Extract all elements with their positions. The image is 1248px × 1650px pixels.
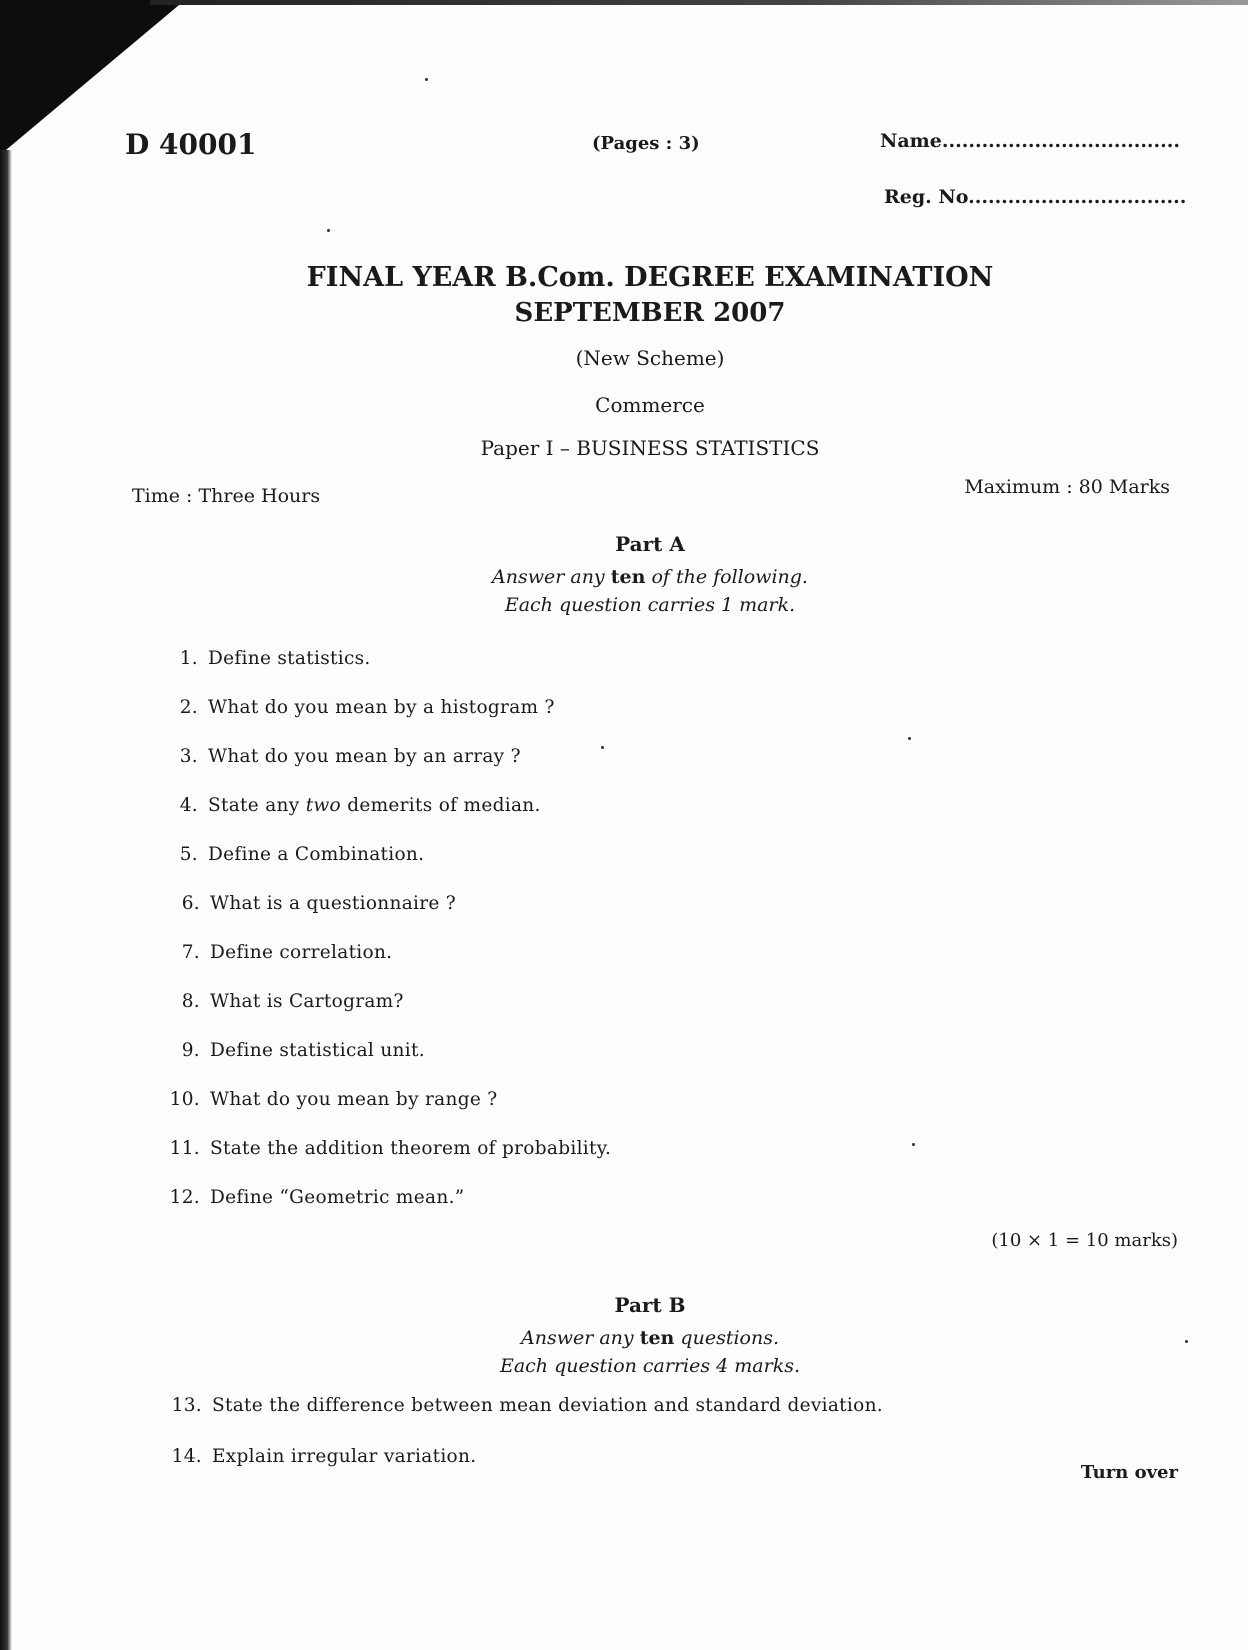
question-emphasis: two <box>305 795 341 816</box>
question-text: State the addition theorem of probability. <box>210 1138 612 1159</box>
scan-speck <box>601 746 604 749</box>
question-number: 8. <box>181 991 200 1012</box>
question-item <box>160 1187 465 1208</box>
question-text: What do you mean by range ? <box>210 1089 498 1110</box>
question-item <box>160 1040 425 1061</box>
question-number: 12. <box>169 1187 200 1208</box>
question-item <box>158 795 541 816</box>
scan-speck <box>912 1143 915 1146</box>
exam-subject: Commerce <box>595 393 705 417</box>
question-text: What do you mean by an array ? <box>208 746 521 767</box>
question-text: Define “Geometric mean.” <box>210 1187 465 1208</box>
question-number: 2. <box>179 697 198 718</box>
question-item <box>158 697 555 718</box>
part-a-marks: (10 × 1 = 10 marks) <box>991 1230 1178 1251</box>
exam-paper: Paper I – BUSINESS STATISTICS <box>480 436 820 460</box>
question-item <box>162 1446 476 1467</box>
instruction-emphasis: ten <box>610 566 646 588</box>
question-text: What do you mean by a histogram ? <box>208 697 555 718</box>
question-item <box>160 1138 611 1159</box>
reg-no-field: Reg. No................................. <box>884 186 1187 208</box>
question-item <box>160 893 456 914</box>
question-text: Define statistical unit. <box>210 1040 425 1061</box>
question-number: 1. <box>179 648 198 669</box>
question-paper-code: D 40001 <box>125 128 257 161</box>
question-number: 4. <box>179 795 198 816</box>
question-number: 7. <box>181 942 200 963</box>
question-number: 6. <box>181 893 200 914</box>
name-label: Name <box>880 130 942 152</box>
turn-over-note: Turn over <box>1080 1462 1178 1483</box>
question-number: 14. <box>171 1446 202 1467</box>
instruction-emphasis: ten <box>639 1327 675 1349</box>
question-number: 9. <box>181 1040 200 1061</box>
instruction-text: Answer any <box>521 1327 634 1349</box>
question-item <box>162 1395 883 1416</box>
question-text: Define statistics. <box>208 648 371 669</box>
question-text: What is a questionnaire ? <box>210 893 457 914</box>
exam-scheme: (New Scheme) <box>575 346 725 370</box>
question-text: demerits of median. <box>347 795 541 816</box>
scan-top-edge <box>150 0 1248 5</box>
part-a-heading: Part A <box>615 532 685 556</box>
exam-time: Time : Three Hours <box>132 485 321 507</box>
instruction-text: Answer any <box>492 566 605 588</box>
instruction-text: questions. <box>680 1327 779 1349</box>
question-number: 10. <box>169 1089 200 1110</box>
part-a-instruction-1 <box>0 566 1248 588</box>
question-item <box>160 942 392 963</box>
question-item <box>160 1089 498 1110</box>
question-item <box>158 746 521 767</box>
scan-speck <box>327 229 330 232</box>
part-b-instruction-2: Each question carries 4 marks. <box>499 1355 801 1377</box>
page-count: (Pages : 3) <box>592 133 700 154</box>
exam-max-marks: Maximum : 80 Marks <box>964 476 1170 498</box>
question-item <box>158 648 371 669</box>
question-number: 13. <box>171 1395 202 1416</box>
part-b-instruction-1 <box>0 1327 1248 1349</box>
question-item <box>158 844 424 865</box>
question-text: State any <box>208 795 300 816</box>
question-item <box>160 991 404 1012</box>
question-text: State the difference between mean deviation and standard deviation. <box>212 1395 883 1416</box>
instruction-text: of the following. <box>651 566 808 588</box>
exam-session: SEPTEMBER 2007 <box>514 298 786 328</box>
scan-left-edge <box>0 150 12 1650</box>
question-number: 3. <box>179 746 198 767</box>
question-text: Define correlation. <box>210 942 393 963</box>
scan-speck <box>908 737 911 740</box>
name-field: Name.................................... <box>880 130 1181 152</box>
question-number: 11. <box>169 1138 200 1159</box>
question-number: 5. <box>179 844 198 865</box>
exam-title: FINAL YEAR B.Com. DEGREE EXAMINATION <box>306 262 994 293</box>
scan-speck <box>425 78 428 81</box>
reg-no-label: Reg. No <box>884 186 969 208</box>
question-text: Define a Combination. <box>208 844 425 865</box>
part-a-instruction-2: Each question carries 1 mark. <box>504 594 796 616</box>
question-text: What is Cartogram? <box>210 991 404 1012</box>
question-text: Explain irregular variation. <box>212 1446 477 1467</box>
part-b-heading: Part B <box>614 1293 686 1317</box>
